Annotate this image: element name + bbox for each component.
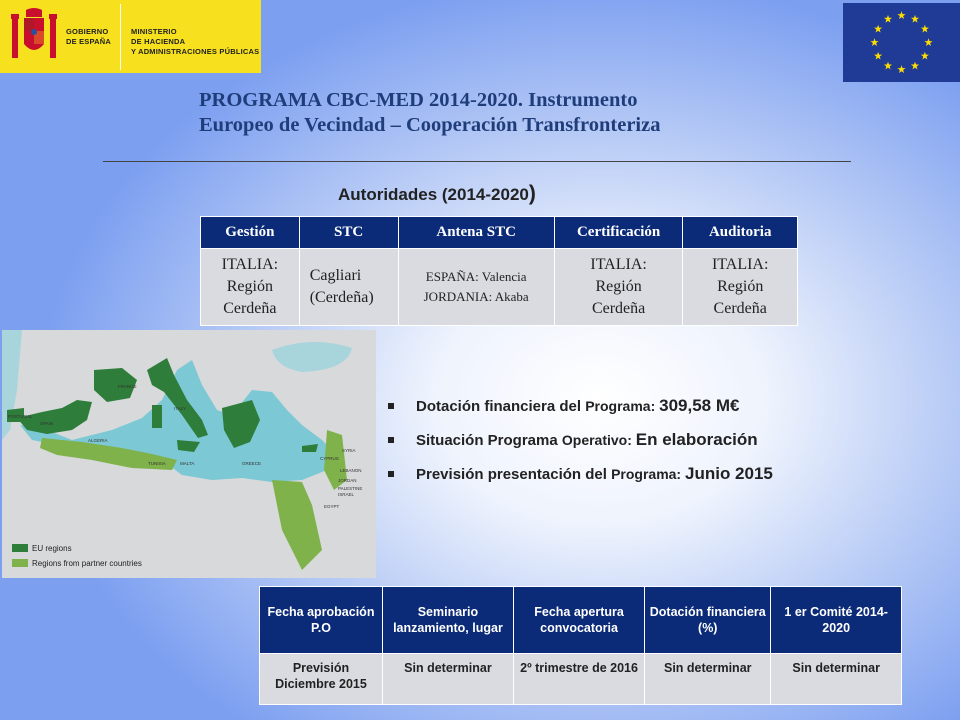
header-auditoria: Auditoria <box>683 217 798 249</box>
map-label-tunisia: TUNISIA <box>148 461 166 466</box>
ministry-line2: DE HACIENDA <box>131 37 186 46</box>
eu-star-icon <box>924 38 932 46</box>
map-label-malta: MALTA <box>180 461 195 466</box>
cell-fecha-apertura: 2º trimestre de 2016 <box>513 654 644 705</box>
authorities-subtitle <box>338 182 536 206</box>
legend-label-eu: EU regions <box>32 544 72 553</box>
cell-auditoria-line: ITALIA: <box>711 256 769 273</box>
legend-swatch-partner <box>12 559 28 567</box>
cell-stc-line: Cagliari <box>309 267 362 284</box>
eu-star-icon <box>921 25 929 33</box>
title-divider <box>103 161 851 162</box>
cell-gestion-line: ITALIA: <box>221 256 279 273</box>
bullet-text: Operativo: <box>561 432 636 448</box>
mediterranean-map <box>2 330 376 578</box>
bullet-square-icon <box>388 437 394 443</box>
cell-certificacion-line: ITALIA: <box>590 256 647 273</box>
cell-gestion-line: Región <box>226 278 273 295</box>
subtitle-paren: ) <box>528 182 536 205</box>
eu-star-icon <box>874 25 882 33</box>
gov-logo-line2: DE ESPAÑA <box>66 37 112 46</box>
map-label-italy: ITALY <box>174 406 186 411</box>
eu-star-icon <box>884 62 892 70</box>
bullet-square-icon <box>388 403 394 409</box>
bullet-text: Programa: <box>585 398 660 414</box>
header-comite: 1 er Comité 2014-2020 <box>771 587 902 654</box>
cell-stc-line: (Cerdeña) <box>309 289 374 306</box>
authorities-header-row <box>201 217 798 249</box>
bullet-situacion <box>388 430 948 464</box>
map-label-spain: SPAIN <box>40 421 54 426</box>
bullet-value: En elaboración <box>635 430 758 449</box>
eu-star-icon <box>884 15 892 23</box>
header-dotacion: Dotación financiera (%) <box>645 587 771 654</box>
header-stc: STC <box>299 217 398 249</box>
cell-fecha-aprobacion: Previsión Diciembre 2015 <box>260 654 383 705</box>
cell-gestion <box>201 249 300 326</box>
bullet-text: Dotación financiera del <box>416 398 586 415</box>
eu-stars <box>843 3 960 82</box>
header-fecha-aprobacion: Fecha aprobación P.O <box>260 587 383 654</box>
ministry-line3: Y ADMINISTRACIONES PÚBLICAS <box>131 47 260 56</box>
cell-stc <box>299 249 398 326</box>
black-sea <box>272 342 352 372</box>
bullet-value: 309,58 M€ <box>659 396 740 415</box>
cell-auditoria <box>683 249 798 326</box>
authorities-data-row <box>201 249 798 326</box>
eu-star-icon <box>921 52 929 60</box>
legend-swatch-eu <box>12 544 28 552</box>
bullet-dotacion <box>388 396 948 430</box>
map-drawing <box>2 330 376 578</box>
cell-auditoria-line: Región <box>717 278 764 295</box>
bullet-text: Programa: <box>611 466 685 482</box>
title-line1: PROGRAMA CBC-MED 2014-2020. Instrumento <box>199 89 638 111</box>
cell-comite: Sin determinar <box>771 654 902 705</box>
page-title <box>199 88 799 138</box>
map-label-syria: SYRIA <box>342 448 356 453</box>
bullet-square-icon <box>388 471 394 477</box>
gov-logo-line1: GOBIERNO <box>66 27 109 36</box>
coat-of-arms-icon <box>10 8 58 64</box>
title-line2: Europeo de Vecindad – Cooperación Transfronteriza <box>199 114 661 136</box>
cell-auditoria-line: Cerdeña <box>713 300 767 317</box>
atlantic <box>2 330 22 440</box>
schedule-header-row <box>260 587 902 654</box>
cell-antena-line: JORDANIA: Akaba <box>423 289 529 304</box>
eu-flag-icon <box>843 3 960 82</box>
map-label-palestine: PALESTINE <box>338 486 363 491</box>
map-label-israel: ISRAEL <box>338 492 355 497</box>
cell-seminario: Sin determinar <box>382 654 513 705</box>
cell-certificacion-line: Cerdeña <box>591 300 646 317</box>
cell-dotacion: Sin determinar <box>645 654 771 705</box>
map-label-egypt: EGYPT <box>324 504 340 509</box>
legend-label-partner: Regions from partner countries <box>32 559 142 568</box>
eu-star-icon <box>911 15 919 23</box>
eu-star-icon <box>911 62 919 70</box>
schedule-data-row <box>260 654 902 705</box>
eu-star-icon <box>897 11 905 19</box>
map-label-algeria: ALGERIA <box>88 438 108 443</box>
cell-antena-stc <box>398 249 554 326</box>
map-label-lebanon: LEBANON <box>340 468 362 473</box>
bullet-value: Junio 2015 <box>685 464 773 483</box>
header-seminario: Seminario lanzamiento, lugar <box>382 587 513 654</box>
bullet-prevision <box>388 464 948 498</box>
map-label-cyprus: CYPRUS <box>320 456 339 461</box>
eu-star-icon <box>870 38 878 46</box>
bullet-text: Previsión presentación del <box>416 466 612 483</box>
sardinia-region <box>152 405 162 428</box>
map-label-jordan: JORDAN <box>338 478 357 483</box>
cell-gestion-line: Cerdeña <box>223 300 277 317</box>
subtitle-text: Autoridades (2014-2020 <box>338 185 529 204</box>
ministry-line1: MINISTERIO <box>131 27 177 36</box>
cell-antena-line: ESPAÑA: Valencia <box>425 269 527 284</box>
gobierno-espana-logo <box>0 0 261 73</box>
egypt-region <box>272 480 322 570</box>
header-antena-stc: Antena STC <box>398 217 554 249</box>
cell-certificacion <box>554 249 683 326</box>
header-gestion: Gestión <box>201 217 300 249</box>
header-certificacion: Certificación <box>554 217 683 249</box>
schedule-table <box>259 586 902 705</box>
map-label-france: FRANCE <box>118 384 137 389</box>
eu-star-icon <box>874 52 882 60</box>
map-label-portugal: PORTUGAL <box>8 414 33 419</box>
logo-divider <box>120 4 121 70</box>
program-facts-list <box>388 396 948 498</box>
header-fecha-apertura: Fecha apertura convocatoria <box>513 587 644 654</box>
map-label-greece: GREECE <box>242 461 262 466</box>
authorities-table <box>200 216 798 326</box>
cell-certificacion-line: Región <box>595 278 642 295</box>
bullet-text: Situación Programa <box>416 432 562 449</box>
eu-star-icon <box>897 65 905 73</box>
